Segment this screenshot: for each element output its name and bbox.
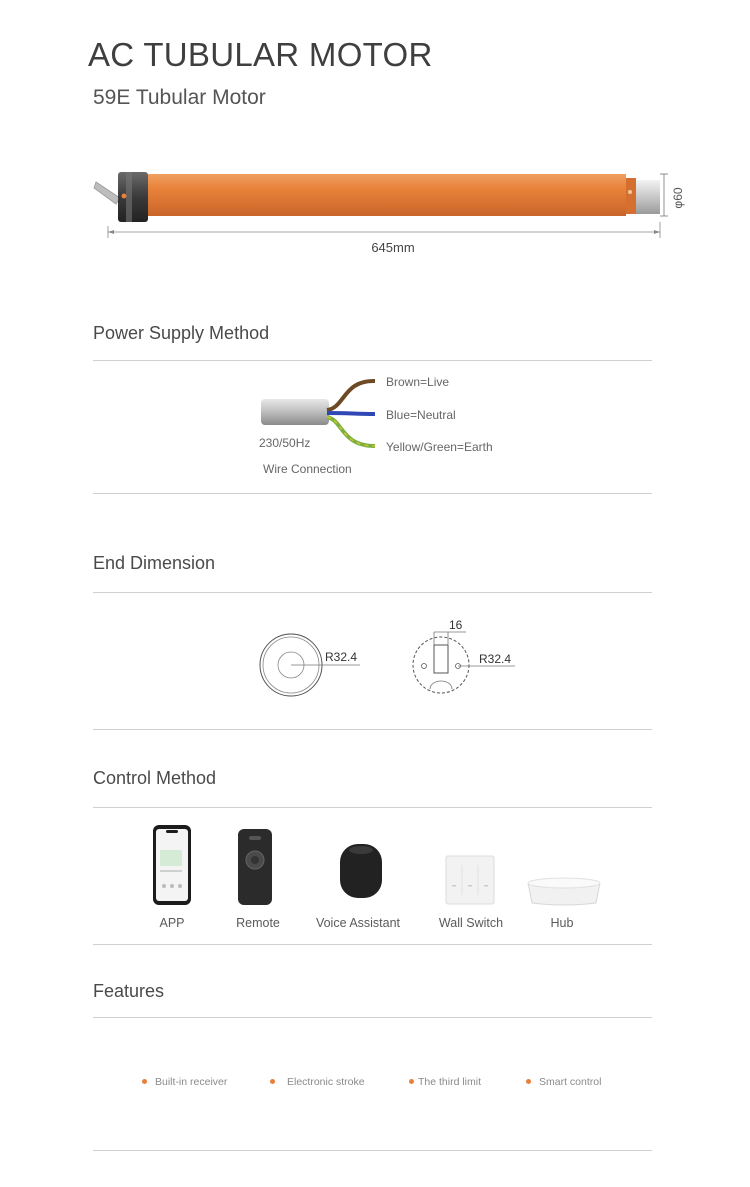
feature-item: Electronic stroke (270, 1076, 365, 1088)
bullet-dot-icon (526, 1079, 531, 1084)
control-label-hub: Hub (550, 916, 574, 930)
divider (93, 1150, 652, 1151)
divider (93, 729, 652, 730)
remote-icon (237, 828, 273, 906)
divider (93, 1017, 652, 1018)
bullet-dot-icon (142, 1079, 147, 1084)
end-dimension-title: End Dimension (93, 553, 216, 573)
bullet-dot-icon (409, 1079, 414, 1084)
phone-icon (152, 824, 192, 906)
right-width-label: 16 (449, 618, 463, 632)
wire-label-brown: Brown=Live (386, 375, 450, 389)
control-label-app: APP (159, 916, 185, 930)
page-title: AC TUBULAR MOTOR (88, 36, 433, 73)
features-section-title: Features (93, 981, 165, 1001)
smart-speaker-icon (338, 842, 384, 900)
divider (93, 493, 652, 494)
left-radius-label: R32.4 (325, 650, 358, 664)
motor-diameter-label: φ60 (671, 187, 685, 209)
divider (93, 944, 652, 945)
control-label-remote: Remote (236, 916, 280, 930)
motor-tube (148, 174, 626, 216)
voltage-label: 230/50Hz (259, 436, 311, 450)
control-label-voice: Voice Assistant (315, 916, 401, 930)
bullet-dot-icon (270, 1079, 275, 1084)
feature-item: Built-in receiver (142, 1076, 227, 1088)
wall-switch-icon (445, 855, 495, 905)
left-end-view (260, 634, 360, 696)
right-radius-label: R32.4 (479, 652, 512, 666)
right-end-view (413, 618, 515, 693)
motor-length-label: 645mm (371, 240, 415, 255)
wire-label-blue: Blue=Neutral (386, 408, 456, 422)
control-section-title: Control Method (93, 768, 217, 788)
control-label-wall-switch: Wall Switch (438, 916, 504, 930)
power-section-title: Power Supply Method (93, 323, 270, 343)
wire-label-earth: Yellow/Green=Earth (386, 440, 493, 454)
brown-wire (327, 381, 375, 410)
hub-icon (526, 875, 602, 907)
wire-connection-caption: Wire Connection (263, 462, 352, 476)
end-dimension-drawing (250, 610, 530, 710)
divider (93, 807, 652, 808)
motor-bracket (94, 182, 120, 204)
divider (93, 360, 652, 361)
motor-illustration (90, 160, 700, 260)
motor-shaft (636, 180, 660, 214)
blue-wire (327, 413, 375, 414)
feature-item: Smart control (526, 1076, 601, 1088)
page-subtitle: 59E Tubular Motor (93, 86, 266, 109)
feature-item: The third limit (409, 1076, 481, 1088)
cable-icon (261, 399, 329, 425)
divider (93, 592, 652, 593)
